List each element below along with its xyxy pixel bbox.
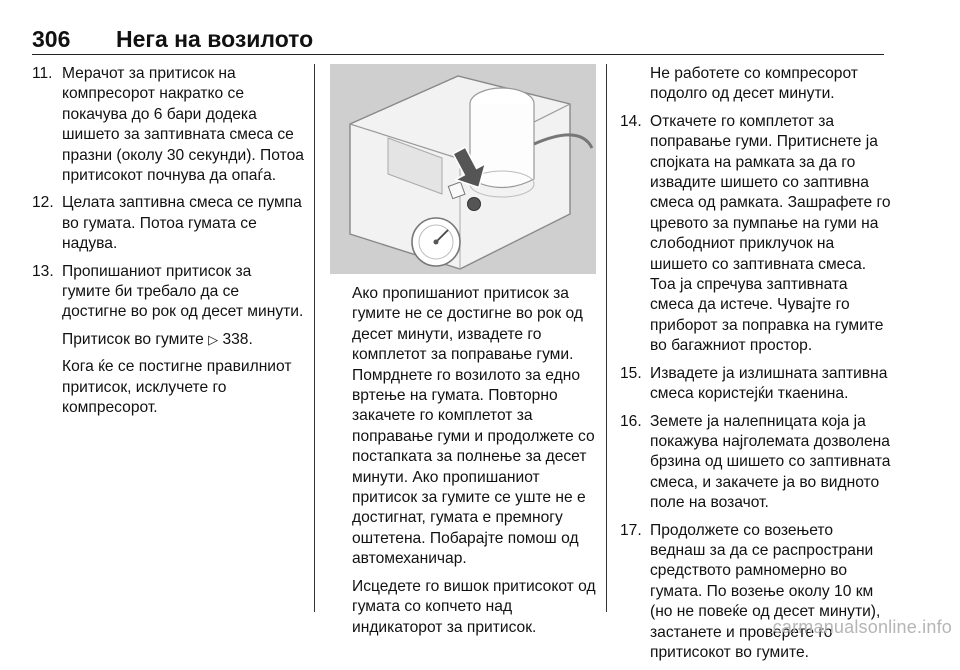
middle-text — [330, 284, 596, 638]
arrow-reference-icon: ▷ — [208, 331, 219, 347]
page-number: 306 — [32, 26, 71, 52]
step-number: 16. — [620, 412, 642, 430]
watermark: carmanualsonline.info — [772, 617, 952, 637]
continuation-text: Не работете со компресорот подолго од десет минути. — [650, 65, 858, 103]
middle-column — [330, 64, 596, 645]
step-text: Мерачот за притисок на компресорот накратко се покачува до 6 бари додека шишето за заптивната смеса се празни (околу 30 секунди). Потоа притисокот почнува да опаѓа. — [62, 65, 304, 185]
step-text: Целата заптивна смеса се пумпа во гумата. Потоа гумата се надува. — [62, 194, 302, 253]
step-number: 15. — [620, 364, 642, 382]
column-divider — [606, 64, 607, 612]
left-column — [32, 64, 304, 426]
step-number: 14. — [620, 112, 642, 130]
step-15 — [620, 364, 892, 405]
step-13 — [32, 262, 304, 323]
reference-label: Притисок во гумите — [62, 330, 204, 348]
step-number: 11. — [32, 65, 53, 82]
step-text: Земете ја налепницата која ја покажува најголемата дозволена брзина од шишето со заптивната смеса, и закачете ја во видното поле на возачот. — [650, 412, 891, 512]
step-text: Пропишаниот притисок за гумите би требало да се достигне во рок од десет минути. — [62, 262, 304, 321]
step-16 — [620, 412, 892, 514]
step-text: Продолжете со возењето веднаш за да се распространи средството рамномерно во гумата. По возење околу 10 км (но не повеќе од десет минути), застанете и проверете го притисокот во гумите. — [650, 521, 881, 661]
compressor-illustration-icon — [330, 64, 596, 274]
step-12 — [32, 193, 304, 254]
step-number: 12. — [32, 194, 54, 212]
pressure-not-reached-paragraph: Ако пропишаниот притисок за гумите не се достигне во рок од десет минути, извадете го комплетот за поправање гуми. Помрднете го возилото за едно вртење на гумата. Повторно закачете го комплетот за поправање гуми и продолжете со постапката за полнење за десет минути. Ако пропишаниот притисок за гумите се уште не е достигнат, гумата е премногу оштетена. Побарајте помош од автомеханичар. — [352, 285, 595, 568]
page-header — [32, 20, 884, 55]
step-number: 13. — [32, 262, 54, 280]
reference-page: 338. — [222, 330, 253, 348]
step-14 — [620, 112, 892, 357]
step-number: 17. — [620, 521, 642, 539]
compressor-figure — [330, 64, 596, 274]
right-column — [620, 64, 892, 670]
step-text: Откачете го комплетот за поправање гуми. Притиснете ја спојката на рамката за да го извадите шишето со заптивна смеса од рамката. Зашрафете го цревото за пумпање на гуми на слободниот приклучок на шишето со заптивната смеса. Тоа ја спречува заптивната смеса да истече. Чувајте го приборот за поправка на гумите во багажниот простор. — [650, 112, 891, 355]
chapter-title: Нега на возилото — [116, 26, 314, 52]
tire-pressure-reference[interactable] — [62, 330, 304, 350]
step-11 — [32, 64, 304, 186]
compressor-off-note: Кога ќе се постигне правилниот притисок, исклучете го компресорот. — [62, 358, 292, 417]
step-text: Извадете ја излишната заптивна смеса користејќи ткаенина. — [650, 364, 888, 403]
release-pressure-paragraph: Исцедете го вишок притисокот од гумата со копчето над индикаторот за притисок. — [352, 577, 596, 636]
column-divider — [314, 64, 315, 612]
